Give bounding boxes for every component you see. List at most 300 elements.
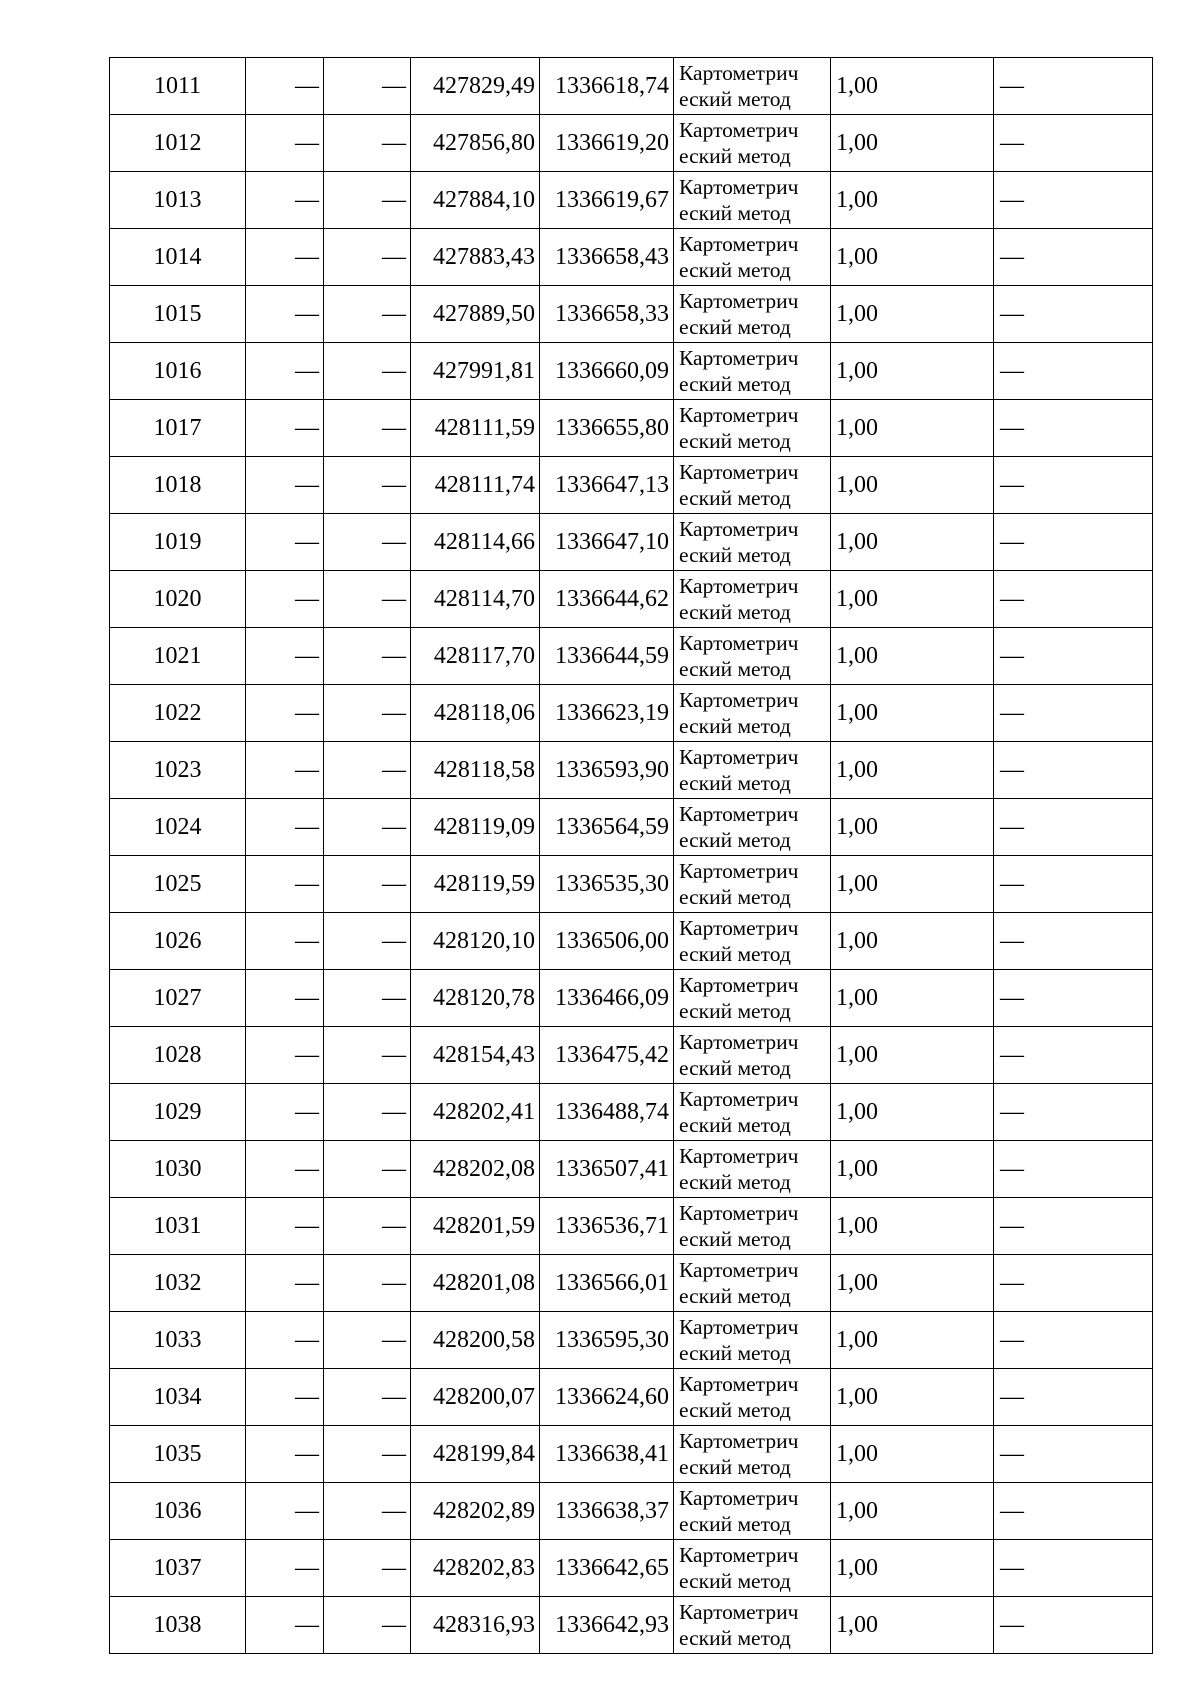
method-line-2: еский метод [679, 144, 791, 168]
method-line-2: еский метод [679, 771, 791, 795]
old-y-cell: — [324, 628, 411, 685]
description-cell: — [994, 1483, 1153, 1540]
x-coordinate-cell: 427829,49 [411, 58, 540, 115]
description-cell: — [994, 1312, 1153, 1369]
accuracy-cell: 1,00 [831, 286, 994, 343]
old-y-cell: — [324, 1597, 411, 1654]
description-cell: — [994, 571, 1153, 628]
table-body [110, 58, 1153, 1654]
old-y-cell: — [324, 1369, 411, 1426]
method-line-2: еский метод [679, 828, 791, 852]
old-y-cell: — [324, 400, 411, 457]
table-row [110, 1597, 1153, 1654]
x-coordinate-cell: 428114,66 [411, 514, 540, 571]
method-line-1: Картометрич [679, 516, 799, 541]
description-cell: — [994, 1141, 1153, 1198]
table-row [110, 58, 1153, 115]
accuracy-cell: 1,00 [831, 913, 994, 970]
point-number-cell: 1024 [110, 799, 246, 856]
old-y-cell: — [324, 115, 411, 172]
description-cell: — [994, 970, 1153, 1027]
point-number-cell: 1019 [110, 514, 246, 571]
accuracy-cell: 1,00 [831, 742, 994, 799]
y-coordinate-cell: 1336593,90 [540, 742, 674, 799]
description-cell: — [994, 742, 1153, 799]
method-cell [674, 343, 831, 400]
method-line-2: еский метод [679, 372, 791, 396]
x-coordinate-cell: 428199,84 [411, 1426, 540, 1483]
old-y-cell: — [324, 58, 411, 115]
point-number-cell: 1032 [110, 1255, 246, 1312]
y-coordinate-cell: 1336618,74 [540, 58, 674, 115]
table-row [110, 1027, 1153, 1084]
description-cell: — [994, 229, 1153, 286]
method-line-2: еский метод [679, 1341, 791, 1365]
x-coordinate-cell: 428111,59 [411, 400, 540, 457]
table-row [110, 970, 1153, 1027]
method-cell [674, 400, 831, 457]
y-coordinate-cell: 1336638,41 [540, 1426, 674, 1483]
method-line-2: еский метод [679, 315, 791, 339]
accuracy-cell: 1,00 [831, 115, 994, 172]
table-row [110, 1540, 1153, 1597]
y-coordinate-cell: 1336535,30 [540, 856, 674, 913]
method-cell [674, 115, 831, 172]
method-line-2: еский метод [679, 1056, 791, 1080]
point-number-cell: 1029 [110, 1084, 246, 1141]
method-cell [674, 1597, 831, 1654]
x-coordinate-cell: 428202,08 [411, 1141, 540, 1198]
old-x-cell: — [246, 628, 324, 685]
old-x-cell: — [246, 457, 324, 514]
method-line-1: Картометрич [679, 972, 799, 997]
point-number-cell: 1021 [110, 628, 246, 685]
description-cell: — [994, 457, 1153, 514]
method-line-2: еский метод [679, 543, 791, 567]
x-coordinate-cell: 428119,09 [411, 799, 540, 856]
description-cell: — [994, 172, 1153, 229]
table-row [110, 628, 1153, 685]
coordinates-table [109, 57, 1153, 1654]
point-number-cell: 1016 [110, 343, 246, 400]
accuracy-cell: 1,00 [831, 1084, 994, 1141]
old-x-cell: — [246, 343, 324, 400]
table-row [110, 742, 1153, 799]
old-y-cell: — [324, 1312, 411, 1369]
point-number-cell: 1033 [110, 1312, 246, 1369]
method-line-1: Картометрич [679, 288, 799, 313]
x-coordinate-cell: 428200,58 [411, 1312, 540, 1369]
x-coordinate-cell: 428316,93 [411, 1597, 540, 1654]
old-x-cell: — [246, 1027, 324, 1084]
method-cell [674, 1483, 831, 1540]
method-cell [674, 286, 831, 343]
point-number-cell: 1030 [110, 1141, 246, 1198]
table-row [110, 856, 1153, 913]
accuracy-cell: 1,00 [831, 685, 994, 742]
method-line-1: Картометрич [679, 1200, 799, 1225]
y-coordinate-cell: 1336644,62 [540, 571, 674, 628]
description-cell: — [994, 1027, 1153, 1084]
point-number-cell: 1013 [110, 172, 246, 229]
x-coordinate-cell: 428120,10 [411, 913, 540, 970]
old-y-cell: — [324, 742, 411, 799]
table-row [110, 229, 1153, 286]
accuracy-cell: 1,00 [831, 856, 994, 913]
point-number-cell: 1017 [110, 400, 246, 457]
description-cell: — [994, 913, 1153, 970]
x-coordinate-cell: 428202,89 [411, 1483, 540, 1540]
point-number-cell: 1026 [110, 913, 246, 970]
accuracy-cell: 1,00 [831, 229, 994, 286]
y-coordinate-cell: 1336660,09 [540, 343, 674, 400]
old-x-cell: — [246, 913, 324, 970]
table-row [110, 457, 1153, 514]
old-y-cell: — [324, 1198, 411, 1255]
point-number-cell: 1015 [110, 286, 246, 343]
accuracy-cell: 1,00 [831, 1597, 994, 1654]
method-cell [674, 685, 831, 742]
table-row [110, 1198, 1153, 1255]
y-coordinate-cell: 1336488,74 [540, 1084, 674, 1141]
old-x-cell: — [246, 1312, 324, 1369]
description-cell: — [994, 799, 1153, 856]
method-cell [674, 1540, 831, 1597]
y-coordinate-cell: 1336644,59 [540, 628, 674, 685]
x-coordinate-cell: 427889,50 [411, 286, 540, 343]
point-number-cell: 1020 [110, 571, 246, 628]
y-coordinate-cell: 1336619,67 [540, 172, 674, 229]
y-coordinate-cell: 1336655,80 [540, 400, 674, 457]
old-x-cell: — [246, 742, 324, 799]
accuracy-cell: 1,00 [831, 571, 994, 628]
x-coordinate-cell: 428154,43 [411, 1027, 540, 1084]
table-row [110, 1483, 1153, 1540]
method-line-1: Картометрич [679, 1485, 799, 1510]
old-y-cell: — [324, 1255, 411, 1312]
old-x-cell: — [246, 1597, 324, 1654]
method-line-1: Картометрич [679, 1029, 799, 1054]
method-line-1: Картометрич [679, 744, 799, 769]
method-line-1: Картометрич [679, 1143, 799, 1168]
method-cell [674, 913, 831, 970]
method-line-1: Картометрич [679, 60, 799, 85]
old-x-cell: — [246, 1483, 324, 1540]
method-line-2: еский метод [679, 87, 791, 111]
point-number-cell: 1035 [110, 1426, 246, 1483]
y-coordinate-cell: 1336475,42 [540, 1027, 674, 1084]
method-cell [674, 799, 831, 856]
old-y-cell: — [324, 1141, 411, 1198]
old-y-cell: — [324, 286, 411, 343]
old-x-cell: — [246, 286, 324, 343]
table-row [110, 1255, 1153, 1312]
x-coordinate-cell: 428202,83 [411, 1540, 540, 1597]
old-x-cell: — [246, 970, 324, 1027]
x-coordinate-cell: 428114,70 [411, 571, 540, 628]
method-line-2: еский метод [679, 201, 791, 225]
x-coordinate-cell: 428117,70 [411, 628, 540, 685]
method-line-1: Картометрич [679, 174, 799, 199]
description-cell: — [994, 514, 1153, 571]
method-line-2: еский метод [679, 1626, 791, 1650]
point-number-cell: 1023 [110, 742, 246, 799]
old-x-cell: — [246, 1255, 324, 1312]
old-y-cell: — [324, 571, 411, 628]
accuracy-cell: 1,00 [831, 1540, 994, 1597]
method-line-1: Картометрич [679, 1371, 799, 1396]
old-x-cell: — [246, 856, 324, 913]
description-cell: — [994, 1540, 1153, 1597]
point-number-cell: 1011 [110, 58, 246, 115]
table-row [110, 343, 1153, 400]
old-x-cell: — [246, 172, 324, 229]
description-cell: — [994, 1084, 1153, 1141]
accuracy-cell: 1,00 [831, 1141, 994, 1198]
method-cell [674, 1141, 831, 1198]
y-coordinate-cell: 1336647,13 [540, 457, 674, 514]
old-x-cell: — [246, 1369, 324, 1426]
table-row [110, 115, 1153, 172]
old-x-cell: — [246, 1198, 324, 1255]
y-coordinate-cell: 1336619,20 [540, 115, 674, 172]
method-line-2: еский метод [679, 657, 791, 681]
accuracy-cell: 1,00 [831, 514, 994, 571]
old-x-cell: — [246, 1540, 324, 1597]
method-cell [674, 856, 831, 913]
method-cell [674, 1027, 831, 1084]
description-cell: — [994, 1198, 1153, 1255]
x-coordinate-cell: 427856,80 [411, 115, 540, 172]
method-line-1: Картометрич [679, 459, 799, 484]
method-line-1: Картометрич [679, 1086, 799, 1111]
point-number-cell: 1034 [110, 1369, 246, 1426]
table-row [110, 172, 1153, 229]
method-line-1: Картометрич [679, 630, 799, 655]
x-coordinate-cell: 427883,43 [411, 229, 540, 286]
method-line-1: Картометрич [679, 1542, 799, 1567]
y-coordinate-cell: 1336564,59 [540, 799, 674, 856]
method-cell [674, 571, 831, 628]
y-coordinate-cell: 1336658,33 [540, 286, 674, 343]
x-coordinate-cell: 428202,41 [411, 1084, 540, 1141]
y-coordinate-cell: 1336658,43 [540, 229, 674, 286]
old-x-cell: — [246, 58, 324, 115]
point-number-cell: 1014 [110, 229, 246, 286]
method-cell [674, 514, 831, 571]
old-x-cell: — [246, 799, 324, 856]
method-line-1: Картометрич [679, 345, 799, 370]
point-number-cell: 1012 [110, 115, 246, 172]
x-coordinate-cell: 428120,78 [411, 970, 540, 1027]
y-coordinate-cell: 1336623,19 [540, 685, 674, 742]
accuracy-cell: 1,00 [831, 1312, 994, 1369]
accuracy-cell: 1,00 [831, 400, 994, 457]
method-line-2: еский метод [679, 429, 791, 453]
y-coordinate-cell: 1336595,30 [540, 1312, 674, 1369]
x-coordinate-cell: 427991,81 [411, 343, 540, 400]
method-line-2: еский метод [679, 942, 791, 966]
method-line-1: Картометрич [679, 858, 799, 883]
old-y-cell: — [324, 1426, 411, 1483]
method-cell [674, 457, 831, 514]
method-cell [674, 1084, 831, 1141]
method-line-2: еский метод [679, 885, 791, 909]
method-line-2: еский метод [679, 714, 791, 738]
method-cell [674, 742, 831, 799]
method-line-2: еский метод [679, 1398, 791, 1422]
old-y-cell: — [324, 799, 411, 856]
accuracy-cell: 1,00 [831, 799, 994, 856]
method-line-2: еский метод [679, 1569, 791, 1593]
description-cell: — [994, 343, 1153, 400]
accuracy-cell: 1,00 [831, 1027, 994, 1084]
x-coordinate-cell: 428118,06 [411, 685, 540, 742]
old-x-cell: — [246, 571, 324, 628]
accuracy-cell: 1,00 [831, 1426, 994, 1483]
point-number-cell: 1018 [110, 457, 246, 514]
method-cell [674, 1426, 831, 1483]
point-number-cell: 1036 [110, 1483, 246, 1540]
accuracy-cell: 1,00 [831, 1369, 994, 1426]
description-cell: — [994, 1426, 1153, 1483]
y-coordinate-cell: 1336566,01 [540, 1255, 674, 1312]
description-cell: — [994, 58, 1153, 115]
x-coordinate-cell: 428201,59 [411, 1198, 540, 1255]
y-coordinate-cell: 1336506,00 [540, 913, 674, 970]
old-x-cell: — [246, 115, 324, 172]
old-y-cell: — [324, 1540, 411, 1597]
old-x-cell: — [246, 1084, 324, 1141]
old-x-cell: — [246, 1426, 324, 1483]
old-y-cell: — [324, 172, 411, 229]
method-line-1: Картометрич [679, 687, 799, 712]
method-line-1: Картометрич [679, 402, 799, 427]
description-cell: — [994, 856, 1153, 913]
description-cell: — [994, 115, 1153, 172]
document-page [109, 57, 1152, 1654]
accuracy-cell: 1,00 [831, 343, 994, 400]
table-row [110, 1426, 1153, 1483]
description-cell: — [994, 1369, 1153, 1426]
table-row [110, 913, 1153, 970]
table-row [110, 286, 1153, 343]
method-cell [674, 1255, 831, 1312]
method-line-2: еский метод [679, 999, 791, 1023]
method-line-1: Картометрич [679, 1428, 799, 1453]
y-coordinate-cell: 1336638,37 [540, 1483, 674, 1540]
accuracy-cell: 1,00 [831, 58, 994, 115]
point-number-cell: 1028 [110, 1027, 246, 1084]
table-row [110, 1141, 1153, 1198]
accuracy-cell: 1,00 [831, 1255, 994, 1312]
y-coordinate-cell: 1336624,60 [540, 1369, 674, 1426]
old-y-cell: — [324, 1027, 411, 1084]
old-y-cell: — [324, 856, 411, 913]
accuracy-cell: 1,00 [831, 1198, 994, 1255]
old-y-cell: — [324, 970, 411, 1027]
method-line-2: еский метод [679, 1227, 791, 1251]
old-x-cell: — [246, 514, 324, 571]
method-cell [674, 58, 831, 115]
accuracy-cell: 1,00 [831, 628, 994, 685]
method-cell [674, 970, 831, 1027]
x-coordinate-cell: 427884,10 [411, 172, 540, 229]
old-y-cell: — [324, 514, 411, 571]
x-coordinate-cell: 428119,59 [411, 856, 540, 913]
point-number-cell: 1027 [110, 970, 246, 1027]
method-cell [674, 1198, 831, 1255]
old-y-cell: — [324, 685, 411, 742]
method-line-1: Картометрич [679, 117, 799, 142]
old-x-cell: — [246, 685, 324, 742]
old-y-cell: — [324, 913, 411, 970]
old-x-cell: — [246, 1141, 324, 1198]
method-cell [674, 1312, 831, 1369]
method-line-1: Картометрич [679, 573, 799, 598]
accuracy-cell: 1,00 [831, 970, 994, 1027]
description-cell: — [994, 685, 1153, 742]
y-coordinate-cell: 1336647,10 [540, 514, 674, 571]
y-coordinate-cell: 1336466,09 [540, 970, 674, 1027]
table-row [110, 514, 1153, 571]
method-cell [674, 628, 831, 685]
method-line-2: еский метод [679, 258, 791, 282]
method-line-1: Картометрич [679, 1314, 799, 1339]
method-line-2: еский метод [679, 1512, 791, 1536]
accuracy-cell: 1,00 [831, 457, 994, 514]
old-x-cell: — [246, 229, 324, 286]
table-row [110, 1084, 1153, 1141]
table-row [110, 1369, 1153, 1426]
x-coordinate-cell: 428200,07 [411, 1369, 540, 1426]
y-coordinate-cell: 1336642,93 [540, 1597, 674, 1654]
table-row [110, 685, 1153, 742]
description-cell: — [994, 1597, 1153, 1654]
method-line-2: еский метод [679, 600, 791, 624]
y-coordinate-cell: 1336642,65 [540, 1540, 674, 1597]
method-cell [674, 229, 831, 286]
method-line-1: Картометрич [679, 231, 799, 256]
method-line-1: Картометрич [679, 1599, 799, 1624]
x-coordinate-cell: 428111,74 [411, 457, 540, 514]
point-number-cell: 1037 [110, 1540, 246, 1597]
old-x-cell: — [246, 400, 324, 457]
method-line-1: Картометрич [679, 915, 799, 940]
y-coordinate-cell: 1336536,71 [540, 1198, 674, 1255]
point-number-cell: 1022 [110, 685, 246, 742]
table-row [110, 400, 1153, 457]
point-number-cell: 1031 [110, 1198, 246, 1255]
method-line-1: Картометрич [679, 1257, 799, 1282]
point-number-cell: 1025 [110, 856, 246, 913]
method-line-1: Картометрич [679, 801, 799, 826]
old-y-cell: — [324, 1084, 411, 1141]
accuracy-cell: 1,00 [831, 172, 994, 229]
x-coordinate-cell: 428201,08 [411, 1255, 540, 1312]
table-row [110, 571, 1153, 628]
old-y-cell: — [324, 457, 411, 514]
description-cell: — [994, 1255, 1153, 1312]
description-cell: — [994, 286, 1153, 343]
method-line-2: еский метод [679, 1284, 791, 1308]
point-number-cell: 1038 [110, 1597, 246, 1654]
method-line-2: еский метод [679, 1455, 791, 1479]
old-y-cell: — [324, 343, 411, 400]
description-cell: — [994, 628, 1153, 685]
method-line-2: еский метод [679, 1170, 791, 1194]
table-row [110, 799, 1153, 856]
